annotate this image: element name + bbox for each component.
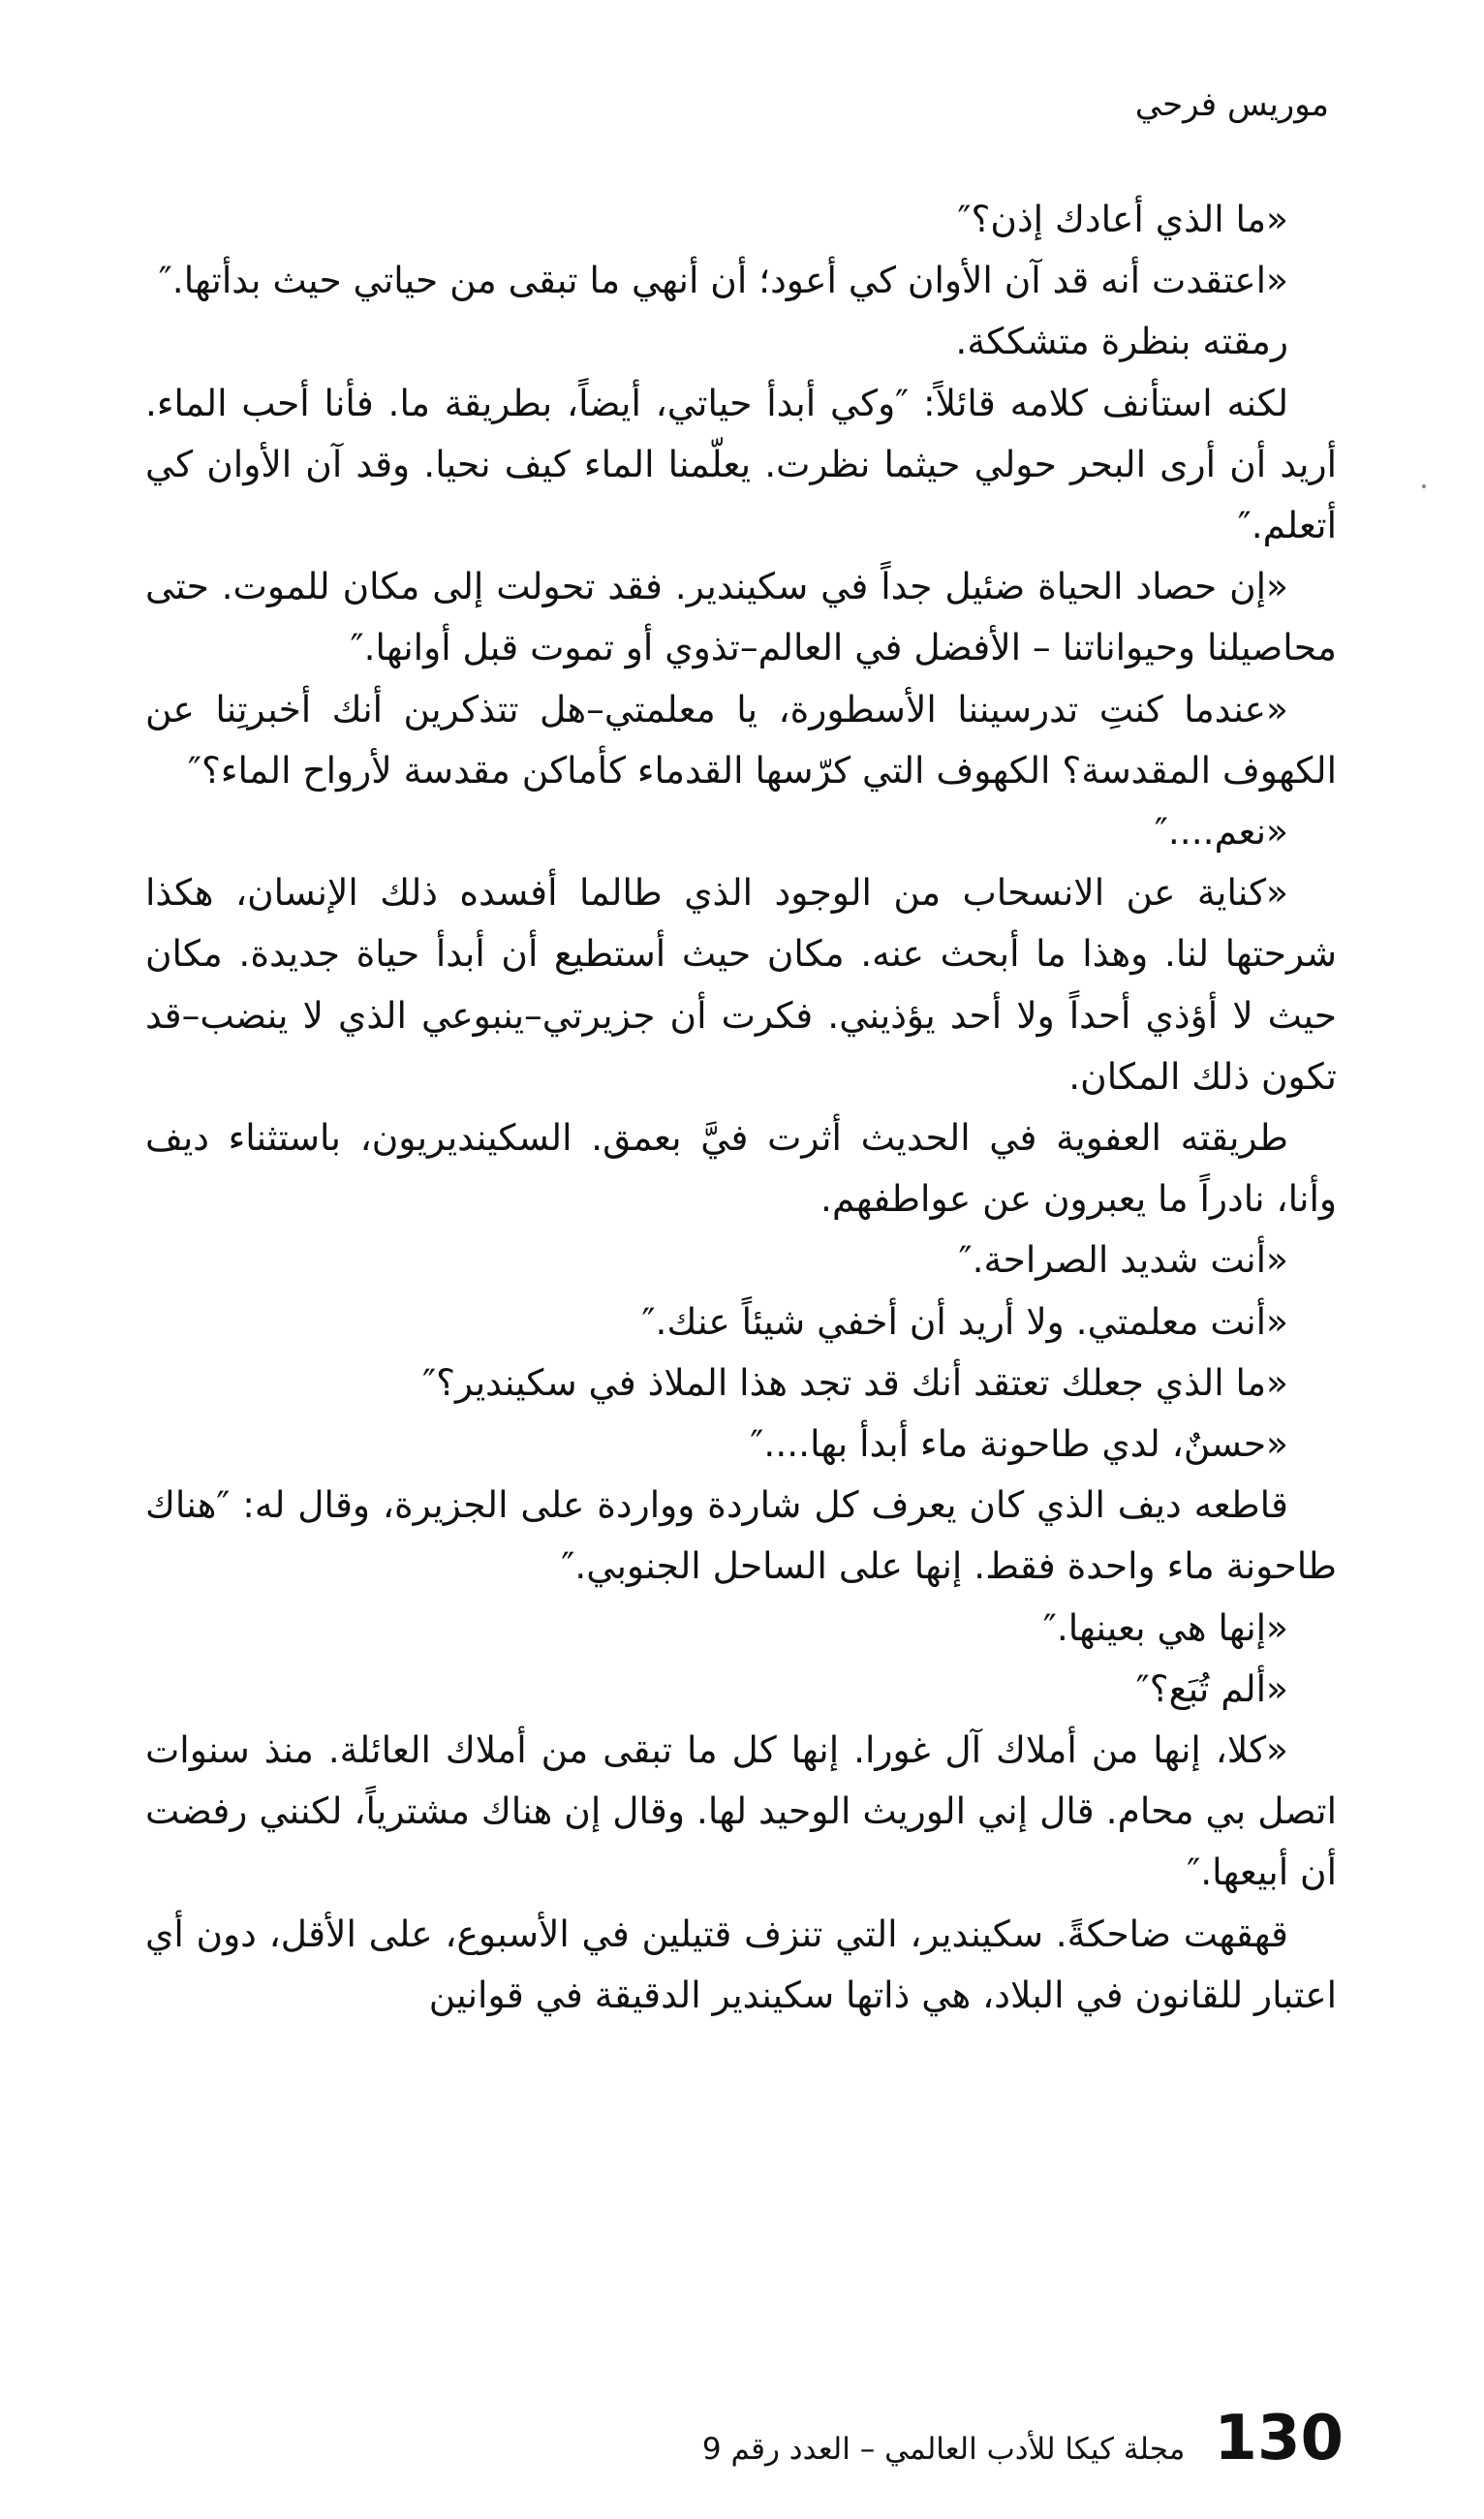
paragraph: «اعتقدت أنه قد آن الأوان كي أعود؛ أن أنهي ما تبقى من حياتي حيث بدأتها.″ — [158, 259, 1288, 302]
paragraph: «إنها هي بعينها.″ — [1042, 1605, 1288, 1649]
paragraph: «أنت معلمتي. ولا أريد أن أخفي شيئاً عنك.″ — [641, 1299, 1288, 1343]
paragraph: «كلا، إنها من أملاك آل غورا. إنها كل ما تبقى من أملاك العائلة. منذ سنوات اتصل بي محام. قال إني الوريث الوحيد لها. وقال إن هناك مشترياً، لكنني رفضت أن أبيعها.″ — [145, 1728, 1337, 1894]
journal-title: مجلة كيكا للأدب العالمي – العدد رقم 9 — [701, 2432, 1186, 2467]
page-footer — [702, 2403, 1344, 2474]
page-number: 130 — [1214, 2403, 1344, 2474]
paragraph: «ألم تُبَع؟″ — [1135, 1666, 1288, 1710]
paragraph: قاطعه ديف الذي كان يعرف كل شاردة وواردة على الجزيرة، وقال له: ″هناك طاحونة ماء واحدة فقط. إنها على الساحل الجنوبي.″ — [145, 1483, 1337, 1588]
running-head-author: موريس فرحي — [1134, 85, 1329, 124]
body-text — [145, 189, 1337, 2026]
paragraph: «حسنٌ، لدي طاحونة ماء أبدأ بها....″ — [750, 1422, 1288, 1466]
paragraph: لكنه استأنف كلامه قائلاً: ″وكي أبدأ حياتي، أيضاً، بطريقة ما. فأنا أحب الماء. أريد أن أرى البحر حولي حيثما نظرت. يعلّمنا الماء كيف نحيا. وقد آن الأوان كي أتعلم.″ — [145, 381, 1337, 547]
paragraph: «عندما كنتِ تدرسيننا الأسطورة، يا معلمتي–هل تتذكرين أنك أخبرتِنا عن الكهوف المقدسة؟ الكهوف التي كرّسها القدماء كأماكن مقدسة لأرواح الماء؟″ — [145, 687, 1337, 792]
paragraph: «كناية عن الانسحاب من الوجود الذي طالما أفسده ذلك الإنسان، هكذا شرحتها لنا. وهذا ما أبحث عنه. مكان حيث أستطيع أن أبدأ حياة جديدة. مكان حيث لا أؤذي أحداً ولا أحد يؤذيني. فكرت أن جزيرتي–ينبوعي الذي لا ينضب–قد تكون ذلك المكان. — [145, 871, 1337, 1098]
paragraph: «نعم....″ — [1154, 810, 1288, 854]
paragraph: «أنت شديد الصراحة.″ — [958, 1238, 1288, 1282]
paragraph: «إن حصاد الحياة ضئيل جداً في سكيندير. فقد تحولت إلى مكان للموت. حتى محاصيلنا وحيواناتنا – الأفضل في العالم–تذوي أو تموت قبل أوانها.″ — [145, 565, 1337, 669]
margin-mark — [1422, 484, 1426, 488]
paragraph: طريقته العفوية في الحديث أثرت فيَّ بعمق. السكينديريون، باستثناء ديف وأنا، نادراً ما يعبرون عن عواطفهم. — [145, 1116, 1337, 1221]
paragraph: قهقهت ضاحكةً. سكيندير، التي تنزف قتيلين في الأسبوع، على الأقل، دون أي اعتبار للقانون في البلاد، هي ذاتها سكيندير الدقيقة في قوانين — [145, 1912, 1337, 2016]
paragraph: رمقته بنظرة متشككة. — [955, 320, 1288, 363]
paragraph: «ما الذي أعادك إذن؟″ — [957, 198, 1288, 240]
paragraph: «ما الذي جعلك تعتقد أنك قد تجد هذا الملاذ في سكيندير؟″ — [422, 1360, 1288, 1404]
